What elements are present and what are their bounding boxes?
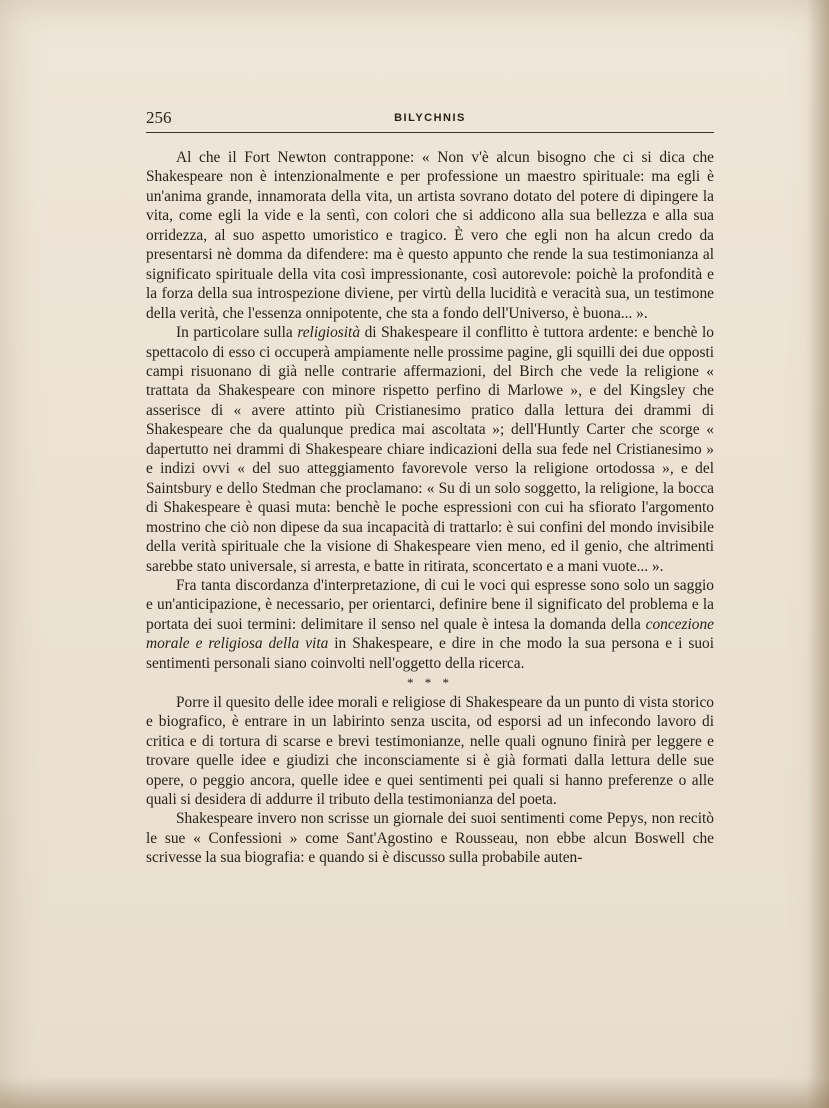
page-edge-shadow: [807, 0, 829, 1108]
page-bottom-shadow: [0, 1078, 829, 1108]
running-head: BILYCHNIS: [394, 112, 466, 124]
section-separator: * * *: [407, 675, 453, 691]
emphasis-concezione: concezione morale e religiosa della vita: [146, 615, 714, 653]
paragraph-2: In particolare sulla religiosità di Shakespeare il conflitto è tuttora ardente: e benchè lo spettacolo di esso ci occuperà ampiamente nelle prossime pagine, gli squilli dei due opposti campi risuonano di già nelle contrarie affermazioni, del Birch che vede la religione « trattata da Shakespeare con minore rispetto perfino di Marlowe », e del Kingsley che asserisce di « avere attinto più Cristianesimo pratico dalla lettura dei drammi di Shakespeare che da qualunque predica mai ascoltata »; dell'Huntly Carter che scorge « dapertutto nei drammi di Shakespeare chiare indicazioni della sua fede nel Cristianesimo » e indizi ovvi « del suo atteggiamento favorevole verso la religione ortodossa », e del Saintsbury e dello Stedman che proclamano: « Su di un solo soggetto, la religione, la bocca di Shakespeare è quasi muta: benchè le poche espressioni con cui ha sfiorato l'argomento mostrino che ciò non dipese da sua incapacità di trattarlo: è sui confini del mondo invisibile della verità spirituale che la visione di Shakespeare vien meno, ed il genio, che altrimenti sarebbe stato universale, si arresta, e batte in ritirata, sconcertato e a mani vuote... ».: [146, 324, 714, 575]
page-number: 256: [146, 108, 172, 127]
page-header: [146, 104, 714, 133]
paragraph-1: Al che il Fort Newton contrappone: « Non v'è alcun bisogno che ci si dica che Shakespeare non è intenzionalmente e per professione un maestro spirituale: ma egli è un'anima grande, innamorata della vita, un artista sovrano dotato del potere di dipingere la vita, come egli la vide e la sentì, con colori che si addicono alla sua bellezza e alla sua orridezza, al suo aspetto umoristico e tragico. È vero che egli non ha alcun credo da presentarsi nè domma da difendere: ma è questo appunto che rende la sua testimonianza al significato spirituale della vita così impressionante, così autorevole: poichè la profondità e la forza della sua introspezione diviene, per virtù della lucidità e veracità sua, un testimone della verità, che l'essenza onnipotente, che sta a fondo dell'Universo, è buona... ».: [146, 149, 714, 322]
body-text: [146, 148, 714, 868]
emphasis-religiosita: religiosità: [297, 324, 361, 342]
paragraph-4: Porre il quesito delle idee morali e religiose di Shakespeare da un punto di vista storico e biografico, è entrare in un labirinto senza uscita, od esporsi ad un infecondo lavoro di critica e di tortura di scarse e brevi testimonianze, nelle quali ognuno finirà per leggere e trovare quelle idee e giudizi che inconsciamente si è già formati dalla lettura delle sue opere, o peggio ancora, quelle idee e quei sentimenti pei quali si hanno preferenze o alle quali si desidera di addurre il tributo della testimonianza del poeta.: [146, 693, 714, 808]
paragraph-5: Shakespeare invero non scrisse un giornale dei suoi sentimenti come Pepys, non recitò le sue « Confessioni » come Sant'Agostino e Rousseau, non ebbe alcun Boswell che scrivesse la sua biografia: e quando si è discusso sulla probabile auten-: [146, 810, 714, 867]
paragraph-3: Fra tanta discordanza d'interpretazione, di cui le voci qui espresse sono solo un saggio e un'anticipazione, è necessario, per orientarci, definire bene il significato del problema e la portata dei suoi termini: delimitare il senso nel quale è intesa la domanda della concezione morale e religiosa della vita in Shakespeare, e dire in che modo la sua persona e i suoi sentimenti personali siano coinvolti nell'oggetto della ricerca.: [146, 576, 714, 672]
